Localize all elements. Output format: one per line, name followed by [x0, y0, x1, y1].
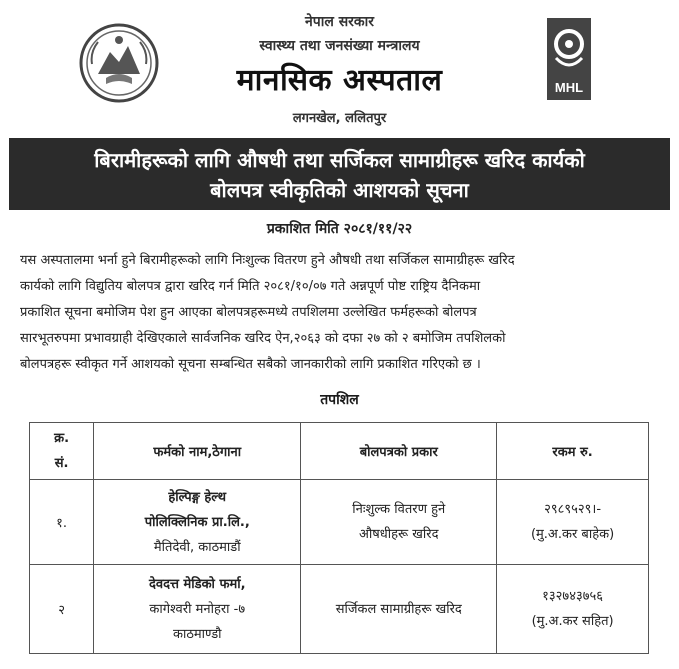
amount-value: १३२७४३७५६ [542, 589, 603, 604]
table-row [30, 480, 649, 565]
published-date: प्रकाशित मिति २०८१/११/२२ [266, 221, 413, 237]
table-title: तपशिल [320, 392, 359, 408]
notice-body [20, 248, 660, 378]
row-firm [94, 565, 301, 654]
hospital-name: मानसिक अस्पताल [236, 63, 443, 98]
notice-title-line2: बोलपत्र स्वीकृतिको आशयको सूचना [210, 178, 469, 202]
award-table [29, 422, 649, 654]
hospital-address: लगनखेल, ललितपुर [292, 111, 387, 126]
body-line: प्रकाशित सूचना बमोजिम पेश हुन आएका बोलपत्रहरूमध्ये तपशिलमा उल्लेखित फर्महरूको बोलपत्र [20, 305, 477, 320]
firm-name-line: पोलिक्लिनिक प्रा.लि., [144, 514, 250, 530]
government-name: नेपाल सरकार [304, 14, 374, 30]
row-amount [497, 565, 649, 654]
table-header-row [30, 423, 649, 480]
amount-value: २९८९५२९।- [544, 502, 602, 517]
row-type: सर्जिकल सामाग्रीहरू खरिद [301, 565, 497, 654]
row-firm [94, 480, 301, 565]
body-line: यस अस्पतालमा भर्ना हुने बिरामीहरूको लागि निःशुल्क वितरण हुने औषधी तथा सर्जिकल सामाग्रीहरू खरिद [20, 253, 515, 268]
notice-title-line1: बिरामीहरूको लागि औषधी तथा सर्जिकल सामाग्रीहरू खरिद कार्यको [94, 148, 585, 172]
row-type: निःशुल्क वितरण हुने औषधीहरू खरिद [301, 480, 497, 565]
ministry-name: स्वास्थ्य तथा जनसंख्या मन्त्रालय [259, 38, 420, 54]
body-line: कार्यको लागि विद्युतिय बोलपत्र द्वारा खरिद गर्न मिति २०८१/१०/०७ गते अन्नपूर्ण पोष्ट राष्ट्रिय दैनिकमा [20, 279, 481, 294]
table-row [30, 565, 649, 654]
firm-name-line: देवदत्त मेडिको फर्मा, [148, 576, 246, 592]
firm-address: काठमाण्डौ [172, 626, 222, 642]
header-sn: क्र. सं. [30, 423, 94, 480]
mhl-logo [547, 18, 591, 100]
notice-title-banner [9, 138, 670, 210]
amount-note: (मु.अ.कर बाहेक) [530, 527, 615, 542]
logo-text: MHL [554, 80, 584, 95]
amount-note: (मु.अ.कर सहित) [531, 614, 614, 629]
body-line: बोलपत्रहरू स्वीकृत गर्ने आशयको सूचना सम्बन्धित सबैको जानकारीको लागि प्रकाशित गरिएको छ । [20, 357, 481, 372]
row-sn: २ [30, 565, 94, 654]
firm-name-line: हेल्पिङ्ग हेल्थ [168, 489, 227, 505]
row-sn: १. [30, 480, 94, 565]
header-amount: रकम रु. [497, 423, 649, 480]
firm-address: मैतिदेवी, काठमाडौं [153, 539, 241, 555]
firm-address: कागेश्वरी मनोहरा -७ [149, 601, 246, 617]
header-type: बोलपत्रको प्रकार [301, 423, 497, 480]
body-line: सारभूतरुपमा प्रभावग्राही देखिएकाले सार्वजनिक खरिद ऐन,२०६३ को दफा २७ को २ बमोजिम तपशिलको [20, 331, 506, 346]
row-amount [497, 480, 649, 565]
header-firm: फर्मको नाम,ठेगाना [94, 423, 301, 480]
letterhead [0, 0, 679, 140]
